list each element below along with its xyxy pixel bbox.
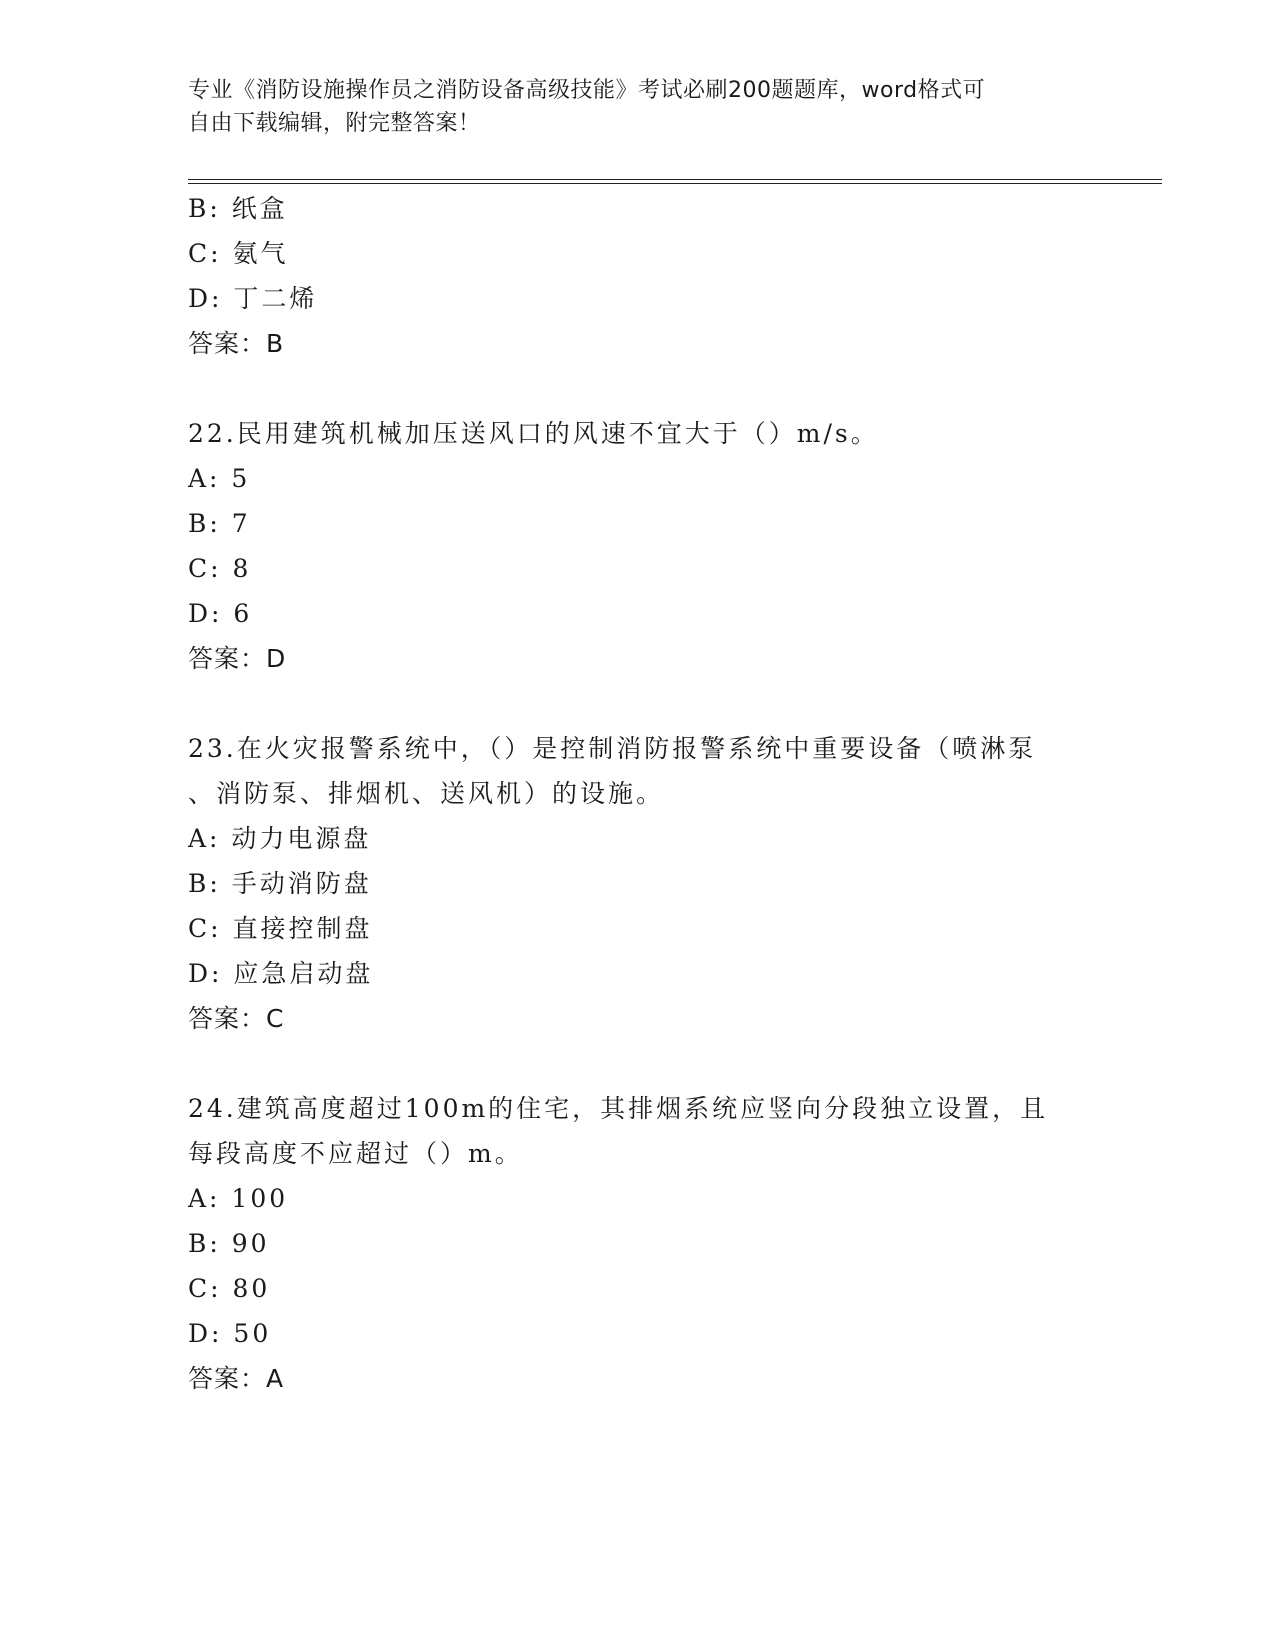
q23-question-line-1: 23.在火灾报警系统中，（）是控制消防报警系统中重要设备（喷淋泵 xyxy=(188,734,1037,763)
header-line-2: 自由下载编辑，附完整答案！ xyxy=(188,111,481,136)
q24-option-d: D: 50 xyxy=(188,1319,272,1348)
header-divider-top xyxy=(188,179,1162,180)
q22-option-a: A: 5 xyxy=(188,464,251,493)
q24-option-b: B: 90 xyxy=(188,1229,270,1258)
q22-option-b: B: 7 xyxy=(188,509,251,538)
q21-answer: 答案：B xyxy=(188,329,285,358)
q23-option-a: A: 动力电源盘 xyxy=(188,824,372,853)
q21-option-d: D: 丁二烯 xyxy=(188,284,318,313)
q24-option-c: C: 80 xyxy=(188,1274,271,1303)
q23-answer: 答案：C xyxy=(188,1004,285,1033)
q22-option-c: C: 8 xyxy=(188,554,252,583)
q21-option-b: B: 纸盒 xyxy=(188,194,288,223)
q21-option-c: C: 氨气 xyxy=(188,239,289,268)
q23-option-d: D: 应急启动盘 xyxy=(188,959,374,988)
q24-question-line-1: 24.建筑高度超过100m的住宅，其排烟系统应竖向分段独立设置，且 xyxy=(188,1094,1049,1123)
q23-option-b: B: 手动消防盘 xyxy=(188,869,372,898)
q24-question-line-2: 每段高度不应超过（）m。 xyxy=(188,1139,523,1168)
document-header xyxy=(188,74,1088,140)
q24-option-a: A: 100 xyxy=(188,1184,289,1213)
q22-option-d: D: 6 xyxy=(188,599,253,628)
q22-question: 22.民用建筑机械加压送风口的风速不宜大于（）m/s。 xyxy=(188,419,879,448)
header-divider-bottom xyxy=(188,183,1162,184)
q24-answer: 答案：A xyxy=(188,1364,285,1393)
q22-answer: 答案：D xyxy=(188,644,287,673)
q23-question-line-2: 、消防泵、排烟机、送风机）的设施。 xyxy=(188,779,665,808)
header-line-1: 专业《消防设施操作员之消防设备高级技能》考试必刷200题题库，word格式可 xyxy=(188,78,986,103)
q23-option-c: C: 直接控制盘 xyxy=(188,914,373,943)
